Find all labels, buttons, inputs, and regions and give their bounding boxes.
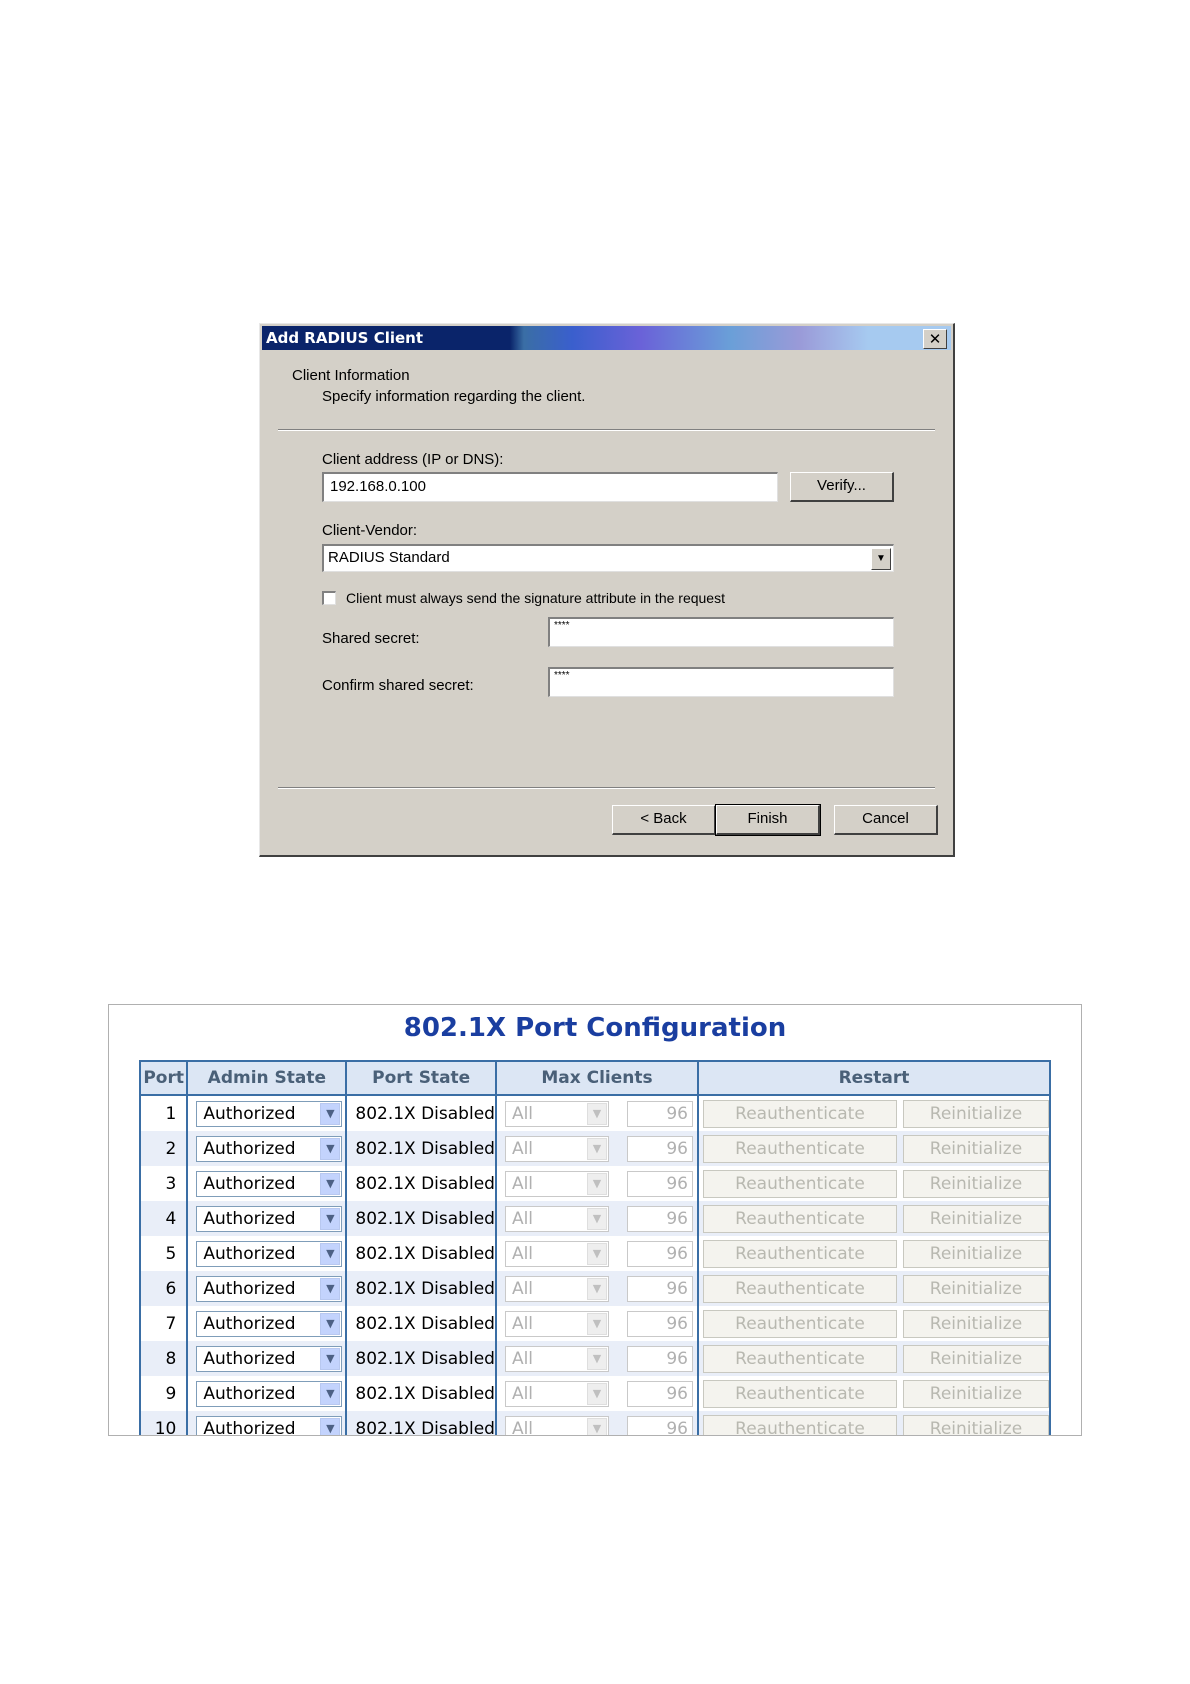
max-clients-mode-value: All bbox=[511, 1418, 534, 1436]
max-clients-mode-select[interactable] bbox=[505, 1416, 609, 1437]
chevron-down-icon[interactable]: ▼ bbox=[320, 1103, 340, 1125]
reauthenticate-button[interactable]: Reauthenticate bbox=[703, 1275, 897, 1303]
port-state: 802.1X Disabled bbox=[346, 1095, 496, 1131]
chevron-down-icon[interactable]: ▼ bbox=[587, 1103, 607, 1125]
table-row bbox=[140, 1166, 1050, 1201]
max-clients-mode-select[interactable] bbox=[505, 1276, 609, 1302]
max-clients-mode-value: All bbox=[511, 1208, 534, 1229]
max-clients-input[interactable]: 96 bbox=[627, 1346, 693, 1372]
signature-checkbox[interactable] bbox=[322, 591, 336, 605]
dialog-title: Add RADIUS Client bbox=[266, 329, 424, 347]
max-clients-mode-value: All bbox=[511, 1348, 534, 1369]
port-number: 5 bbox=[140, 1236, 187, 1271]
max-clients-mode-value: All bbox=[511, 1173, 534, 1194]
reauthenticate-button[interactable]: Reauthenticate bbox=[703, 1380, 897, 1408]
reinitialize-button[interactable]: Reinitialize bbox=[903, 1205, 1049, 1233]
max-clients-input[interactable]: 96 bbox=[627, 1276, 693, 1302]
chevron-down-icon[interactable]: ▼ bbox=[587, 1278, 607, 1300]
table-row bbox=[140, 1236, 1050, 1271]
admin-state-value: Authorized bbox=[203, 1418, 296, 1436]
port-number: 1 bbox=[140, 1095, 187, 1131]
reinitialize-button[interactable]: Reinitialize bbox=[903, 1310, 1049, 1338]
confirm-secret-input[interactable]: **** bbox=[548, 667, 894, 697]
max-clients-mode-select[interactable] bbox=[505, 1346, 609, 1372]
shared-secret-input[interactable]: **** bbox=[548, 617, 894, 647]
client-vendor-label: Client-Vendor: bbox=[322, 522, 418, 539]
max-clients-mode-select[interactable] bbox=[505, 1136, 609, 1162]
table-header-row bbox=[140, 1061, 1050, 1095]
section-subtitle: Specify information regarding the client. bbox=[322, 388, 586, 405]
header-admin-state: Admin State bbox=[187, 1061, 346, 1095]
chevron-down-icon[interactable]: ▼ bbox=[320, 1313, 340, 1335]
table-row bbox=[140, 1201, 1050, 1236]
port-state: 802.1X Disabled bbox=[346, 1411, 496, 1436]
max-clients-input[interactable]: 96 bbox=[627, 1136, 693, 1162]
chevron-down-icon[interactable]: ▼ bbox=[320, 1138, 340, 1160]
verify-button[interactable]: Verify... bbox=[790, 472, 894, 502]
port-state: 802.1X Disabled bbox=[346, 1201, 496, 1236]
client-address-label: Client address (IP or DNS): bbox=[322, 451, 504, 468]
chevron-down-icon[interactable]: ▼ bbox=[587, 1138, 607, 1160]
max-clients-input[interactable]: 96 bbox=[627, 1381, 693, 1407]
admin-state-value: Authorized bbox=[203, 1348, 296, 1369]
port-config-table bbox=[139, 1060, 1051, 1436]
admin-state-select[interactable] bbox=[196, 1136, 342, 1162]
max-clients-mode-value: All bbox=[511, 1103, 534, 1124]
page-title: 802.1X Port Configuration bbox=[403, 1013, 787, 1043]
reinitialize-button[interactable]: Reinitialize bbox=[903, 1345, 1049, 1373]
chevron-down-icon[interactable]: ▼ bbox=[587, 1208, 607, 1230]
port-state: 802.1X Disabled bbox=[346, 1166, 496, 1201]
reauthenticate-button[interactable]: Reauthenticate bbox=[703, 1170, 897, 1198]
admin-state-select[interactable] bbox=[196, 1276, 342, 1302]
admin-state-value: Authorized bbox=[203, 1278, 296, 1299]
table-row bbox=[140, 1131, 1050, 1166]
header-max-clients: Max Clients bbox=[496, 1061, 698, 1095]
admin-state-value: Authorized bbox=[203, 1103, 296, 1124]
chevron-down-icon[interactable]: ▼ bbox=[587, 1313, 607, 1335]
table-row bbox=[140, 1095, 1050, 1131]
max-clients-input[interactable]: 96 bbox=[627, 1171, 693, 1197]
port-state: 802.1X Disabled bbox=[346, 1341, 496, 1376]
chevron-down-icon[interactable]: ▼ bbox=[320, 1243, 340, 1265]
port-rows bbox=[140, 1095, 1050, 1436]
chevron-down-icon[interactable]: ▼ bbox=[320, 1348, 340, 1370]
chevron-down-icon[interactable]: ▼ bbox=[587, 1243, 607, 1265]
chevron-down-icon[interactable]: ▼ bbox=[320, 1173, 340, 1195]
client-vendor-select[interactable] bbox=[322, 544, 894, 572]
max-clients-mode-select[interactable] bbox=[505, 1101, 609, 1127]
max-clients-input[interactable]: 96 bbox=[627, 1241, 693, 1267]
separator-top bbox=[278, 429, 935, 431]
port-number: 4 bbox=[140, 1201, 187, 1236]
admin-state-select[interactable] bbox=[196, 1206, 342, 1232]
admin-state-value: Authorized bbox=[203, 1138, 296, 1159]
max-clients-input[interactable]: 96 bbox=[627, 1311, 693, 1337]
reinitialize-button[interactable]: Reinitialize bbox=[903, 1240, 1049, 1268]
reinitialize-button[interactable]: Reinitialize bbox=[903, 1100, 1049, 1128]
port-number: 6 bbox=[140, 1271, 187, 1306]
reauthenticate-button[interactable]: Reauthenticate bbox=[703, 1100, 897, 1128]
table-row bbox=[140, 1306, 1050, 1341]
chevron-down-icon[interactable]: ▼ bbox=[587, 1173, 607, 1195]
max-clients-mode-value: All bbox=[511, 1278, 534, 1299]
port-state: 802.1X Disabled bbox=[346, 1376, 496, 1411]
chevron-down-icon[interactable]: ▼ bbox=[320, 1278, 340, 1300]
reauthenticate-button[interactable]: Reauthenticate bbox=[703, 1345, 897, 1373]
max-clients-input[interactable]: 96 bbox=[627, 1206, 693, 1232]
close-icon: ✕ bbox=[928, 330, 942, 348]
admin-state-select[interactable] bbox=[196, 1416, 342, 1437]
add-radius-client-dialog bbox=[259, 323, 955, 857]
admin-state-value: Authorized bbox=[203, 1173, 296, 1194]
admin-state-value: Authorized bbox=[203, 1383, 296, 1404]
max-clients-input[interactable]: 96 bbox=[627, 1416, 693, 1437]
max-clients-input[interactable]: 96 bbox=[627, 1101, 693, 1127]
admin-state-value: Authorized bbox=[203, 1208, 296, 1229]
header-restart: Restart bbox=[698, 1061, 1050, 1095]
reauthenticate-button[interactable]: Reauthenticate bbox=[703, 1240, 897, 1268]
port-number: 10 bbox=[140, 1411, 187, 1436]
section-title: Client Information bbox=[292, 367, 410, 384]
port-state: 802.1X Disabled bbox=[346, 1131, 496, 1166]
admin-state-select[interactable] bbox=[196, 1381, 342, 1407]
chevron-down-icon[interactable]: ▼ bbox=[320, 1208, 340, 1230]
header-port-state: Port State bbox=[346, 1061, 496, 1095]
port-number: 3 bbox=[140, 1166, 187, 1201]
reinitialize-button[interactable]: Reinitialize bbox=[903, 1415, 1049, 1437]
admin-state-value: Authorized bbox=[203, 1313, 296, 1334]
max-clients-mode-select[interactable] bbox=[505, 1311, 609, 1337]
finish-button[interactable]: Finish bbox=[716, 805, 820, 835]
chevron-down-icon[interactable]: ▼ bbox=[587, 1418, 607, 1437]
signature-checkbox-label: Client must always send the signature attribute in the request bbox=[346, 590, 725, 606]
cancel-button[interactable]: Cancel bbox=[834, 805, 938, 835]
max-clients-mode-value: All bbox=[511, 1383, 534, 1404]
reauthenticate-button[interactable]: Reauthenticate bbox=[703, 1415, 897, 1437]
separator-bottom bbox=[278, 787, 935, 789]
client-address-input[interactable]: 192.168.0.100 bbox=[322, 472, 778, 502]
table-row bbox=[140, 1376, 1050, 1411]
max-clients-mode-select[interactable] bbox=[505, 1171, 609, 1197]
table-row bbox=[140, 1341, 1050, 1376]
port-number: 9 bbox=[140, 1376, 187, 1411]
port-state: 802.1X Disabled bbox=[346, 1271, 496, 1306]
confirm-secret-label: Confirm shared secret: bbox=[322, 677, 474, 694]
close-button[interactable] bbox=[923, 329, 947, 349]
port-state: 802.1X Disabled bbox=[346, 1306, 496, 1341]
chevron-down-icon[interactable]: ▼ bbox=[587, 1348, 607, 1370]
table-row bbox=[140, 1411, 1050, 1436]
admin-state-select[interactable] bbox=[196, 1311, 342, 1337]
max-clients-mode-value: All bbox=[511, 1313, 534, 1334]
max-clients-mode-select[interactable] bbox=[505, 1241, 609, 1267]
max-clients-mode-value: All bbox=[511, 1243, 534, 1264]
reauthenticate-button[interactable]: Reauthenticate bbox=[703, 1310, 897, 1338]
reauthenticate-button[interactable]: Reauthenticate bbox=[703, 1205, 897, 1233]
chevron-down-icon[interactable]: ▼ bbox=[587, 1383, 607, 1405]
reinitialize-button[interactable]: Reinitialize bbox=[903, 1275, 1049, 1303]
reauthenticate-button[interactable]: Reauthenticate bbox=[703, 1135, 897, 1163]
client-vendor-value: RADIUS Standard bbox=[328, 549, 450, 566]
shared-secret-label: Shared secret: bbox=[322, 630, 420, 647]
table-row bbox=[140, 1271, 1050, 1306]
admin-state-select[interactable] bbox=[196, 1101, 342, 1127]
max-clients-mode-select[interactable] bbox=[505, 1206, 609, 1232]
port-state: 802.1X Disabled bbox=[346, 1236, 496, 1271]
admin-state-value: Authorized bbox=[203, 1243, 296, 1264]
max-clients-mode-select[interactable] bbox=[505, 1381, 609, 1407]
title-bar[interactable] bbox=[262, 326, 951, 350]
reinitialize-button[interactable]: Reinitialize bbox=[903, 1380, 1049, 1408]
chevron-down-icon[interactable]: ▼ bbox=[320, 1418, 340, 1437]
port-number: 7 bbox=[140, 1306, 187, 1341]
back-button[interactable]: < Back bbox=[612, 805, 716, 835]
reinitialize-button[interactable]: Reinitialize bbox=[903, 1135, 1049, 1163]
port-config-panel bbox=[108, 1004, 1082, 1436]
port-number: 2 bbox=[140, 1131, 187, 1166]
admin-state-select[interactable] bbox=[196, 1171, 342, 1197]
max-clients-mode-value: All bbox=[511, 1138, 534, 1159]
reinitialize-button[interactable]: Reinitialize bbox=[903, 1170, 1049, 1198]
chevron-down-icon[interactable]: ▼ bbox=[320, 1383, 340, 1405]
admin-state-select[interactable] bbox=[196, 1241, 342, 1267]
header-port: Port bbox=[140, 1061, 187, 1095]
port-number: 8 bbox=[140, 1341, 187, 1376]
admin-state-select[interactable] bbox=[196, 1346, 342, 1372]
chevron-down-icon[interactable]: ▼ bbox=[871, 548, 891, 570]
